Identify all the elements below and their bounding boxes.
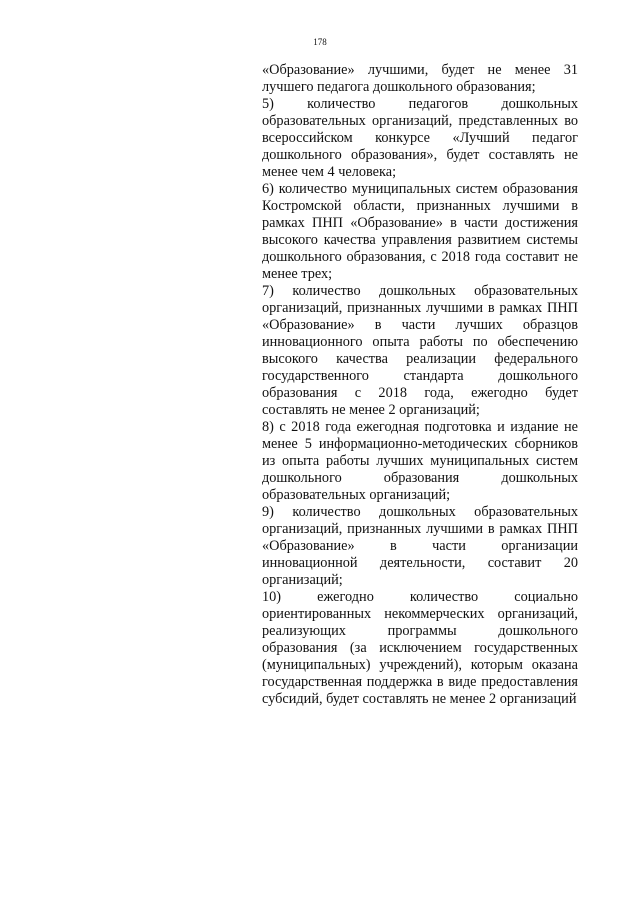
- list-item-5: 5) количество педагогов дошкольных образовательных организаций, представленных во всероссийском конкурсе «Лучший педагог дошкольного образования», будет составлять не менее чем 4 человека;: [262, 96, 578, 180]
- list-item-7: 7) количество дошкольных образовательных организаций, признанных лучшими в рамках ПНП «Образование» в части лучших образцов инновационного опыта работы по обеспечению высокого качества реализации федерального государственного стандарта дошкольного образования с 2018 года, ежегодно будет составлять не менее 2 организаций;: [262, 283, 578, 418]
- list-item-8: 8) с 2018 года ежегодная подготовка и издание не менее 5 информационно-методических сборников из опыта работы лучших муниципальных систем дошкольного образования дошкольных образовательных организаций;: [262, 419, 578, 503]
- list-item-6: 6) количество муниципальных систем образования Костромской области, признанных лучшими в рамках ПНП «Образование» в части достижения высокого качества управления развитием системы дошкольного образования, с 2018 года составит не менее трех;: [262, 181, 578, 282]
- paragraph-continuation: «Образование» лучшими, будет не менее 31 лучшего педагога дошкольного образования;: [262, 62, 578, 95]
- list-item-10: 10) ежегодно количество социально ориентированных некоммерческих организаций, реализующих программы дошкольного образования (за исключением государственных (муниципальных) учреждений), которым оказана государственная поддержка в виде предоставления субсидий, будет составлять не менее 2 организаций: [262, 589, 578, 707]
- page-number: 178: [313, 37, 327, 47]
- document-text-column: [262, 62, 578, 708]
- list-item-9: 9) количество дошкольных образовательных организаций, признанных лучшими в рамках ПНП «Образование» в части организации инновационной деятельности, составит 20 организаций;: [262, 504, 578, 588]
